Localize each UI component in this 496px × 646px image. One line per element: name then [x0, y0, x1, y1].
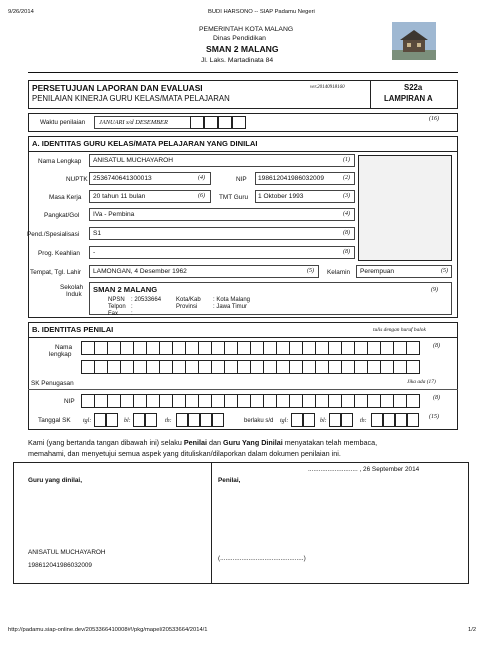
penilai-name-row-2-char-box[interactable] — [107, 360, 121, 374]
penilai-name-row-2-char-box[interactable] — [94, 360, 108, 374]
tgl-box-2[interactable] — [106, 413, 118, 427]
form-version: ver.20140918160 — [310, 85, 345, 90]
statement-mid: dan — [207, 438, 223, 447]
penilai-name-row-2-char-box[interactable] — [146, 360, 160, 374]
print-date: 9/26/2014 — [8, 9, 34, 15]
penilai-nip-char-box[interactable] — [328, 394, 342, 408]
penilai-name-row-2-char-box[interactable] — [367, 360, 381, 374]
penilai-name-row-1-char-box[interactable] — [81, 341, 95, 355]
bl-label: bl: — [124, 418, 131, 424]
penilai-name-row-1-char-box[interactable] — [120, 341, 134, 355]
th-box-4[interactable] — [212, 413, 224, 427]
penilai-nip-label: NIP — [64, 398, 75, 405]
telpon-label: Telpon — [108, 304, 126, 310]
penilai-name-row-1-char-box[interactable] — [198, 341, 212, 355]
telpon-value: : — [131, 304, 133, 310]
signature-right-label: Penilai, — [218, 477, 241, 484]
period-value: JANUARI s/d DESEMBER — [99, 119, 168, 126]
kelamin-label: Kelamin — [327, 269, 351, 276]
penilai-name-row-2-char-box[interactable] — [380, 360, 394, 374]
npsn-label: NPSN — [108, 297, 125, 303]
penilai-name-row-1-char-box[interactable] — [315, 341, 329, 355]
penilai-name-row-1-char-box[interactable] — [380, 341, 394, 355]
teacher-name-label: Nama Lengkap — [38, 158, 82, 165]
penilai-nip-char-box[interactable] — [224, 394, 238, 408]
header-divider — [370, 80, 371, 109]
print-url[interactable]: http://padamu.siap-online.dev/2053366410008#!/pkg/mapel/20533664/2014/1 — [8, 627, 208, 633]
pangkat-num: (4) — [343, 211, 350, 217]
statement-line-2: memahami, dan menyetujui semua aspek yang dituliskan/dilaporkan dalam dokumen penilaian ini. — [28, 449, 341, 458]
tmt-value: 1 Oktober 1993 — [258, 193, 304, 200]
penilai-nip-char-box[interactable] — [120, 394, 134, 408]
ttl-num: (5) — [307, 268, 314, 274]
th2-box-4[interactable] — [407, 413, 419, 427]
tmt-num: (3) — [343, 193, 350, 199]
penilai-name-row-2-char-box[interactable] — [211, 360, 225, 374]
penilai-name-row-1-char-box[interactable] — [185, 341, 199, 355]
signature-date: ............................ , 26 September 2014 — [308, 466, 420, 473]
penilai-name-row-1-char-box[interactable] — [133, 341, 147, 355]
kotakab-value: : Kota Malang — [213, 297, 251, 303]
penilai-nip-char-box[interactable] — [289, 394, 303, 408]
nuptk-value: 2536740641300013 — [93, 175, 152, 182]
penilai-nip-char-box[interactable] — [159, 394, 173, 408]
penilai-nip-char-box[interactable] — [172, 394, 186, 408]
penilai-name-row-2-char-box[interactable] — [224, 360, 238, 374]
penilai-nip-char-box[interactable] — [354, 394, 368, 408]
penilai-name-row-2-char-box[interactable] — [172, 360, 186, 374]
pendidikan-field[interactable] — [89, 227, 355, 240]
penilai-name-row-2-char-box[interactable] — [328, 360, 342, 374]
form-appendix: LAMPIRAN A — [384, 94, 433, 103]
penilai-nip-char-box[interactable] — [237, 394, 251, 408]
nuptk-label: NUPTK — [66, 176, 88, 183]
penilai-nip-char-box[interactable] — [198, 394, 212, 408]
bl2-box-1[interactable] — [329, 413, 341, 427]
school-building-logo — [392, 22, 436, 60]
penilai-nip-char-box[interactable] — [107, 394, 121, 408]
sk-penugasan-line — [28, 389, 458, 390]
ttl-value: LAMONGAN, 4 Desember 1962 — [93, 268, 187, 275]
teacher-name-value: ANISATUL MUCHAYAROH — [93, 157, 173, 164]
nip-value: 198612041986032009 — [258, 175, 325, 182]
ttl-label: Tempat, Tgl. Lahir — [30, 269, 82, 276]
statement-post: menyatakan telah membaca, — [282, 438, 378, 447]
nip-label: NIP — [236, 176, 247, 183]
th2-box-2[interactable] — [383, 413, 395, 427]
penilai-nip-num: (8) — [433, 395, 440, 401]
tgl-box-1[interactable] — [94, 413, 106, 427]
penilai-nip-char-box[interactable] — [250, 394, 264, 408]
th2-box-3[interactable] — [395, 413, 407, 427]
prog-keahlian-num: (8) — [343, 249, 350, 255]
penilai-name-row-2-char-box[interactable] — [263, 360, 277, 374]
penilai-nip-char-box[interactable] — [315, 394, 329, 408]
section-b-title: B. IDENTITAS PENILAI — [32, 325, 114, 334]
tgl-label: tgl: — [83, 418, 92, 424]
prog-keahlian-value: - — [93, 249, 96, 256]
section-a-title-line — [28, 151, 458, 152]
penilai-name-row-1-char-box[interactable] — [107, 341, 121, 355]
penilai-nip-char-box[interactable] — [406, 394, 420, 408]
penilai-nip-char-box[interactable] — [146, 394, 160, 408]
penilai-name-row-2-char-box[interactable] — [289, 360, 303, 374]
th2-box-1[interactable] — [371, 413, 383, 427]
penilai-name-row-2-char-box[interactable] — [302, 360, 316, 374]
penilai-name-row-2-char-box[interactable] — [354, 360, 368, 374]
penilai-name-row-1-char-box[interactable] — [393, 341, 407, 355]
letterhead-school: SMAN 2 MALANG — [206, 44, 279, 54]
penilai-name-num: (8) — [433, 343, 440, 349]
prog-keahlian-label: Prog. Keahlian — [38, 250, 80, 257]
penilai-name-row-1-char-box[interactable] — [94, 341, 108, 355]
penilai-nip-char-box[interactable] — [341, 394, 355, 408]
th-box-3[interactable] — [200, 413, 212, 427]
penilai-name-row-1-char-box[interactable] — [250, 341, 264, 355]
period-num: (16) — [429, 116, 439, 122]
pendidikan-label: Pend./Spesialisasi — [27, 231, 80, 238]
teacher-photo-placeholder — [358, 155, 452, 261]
sk-penugasan-label: SK Penugasan — [31, 380, 74, 387]
statement-pre: Kami (yang bertanda tangan dibawah ini) selaku — [28, 438, 184, 447]
signature-divider — [211, 462, 212, 584]
tgl2-label: tgl: — [280, 418, 289, 424]
period-box-3[interactable] — [218, 116, 232, 129]
provinsi-value: : Jawa Timur — [213, 304, 248, 310]
penilai-nip-char-box[interactable] — [276, 394, 290, 408]
kelamin-value: Perempuan — [360, 268, 395, 275]
tanggal-sk-num: (15) — [429, 414, 439, 420]
statement-guru: Guru Yang Dinilai — [223, 438, 283, 447]
form-code: S22a — [404, 83, 423, 92]
pangkat-label: Pangkat/Gol — [44, 212, 80, 219]
tgl2-box-1[interactable] — [291, 413, 303, 427]
penilai-nip-char-box[interactable] — [393, 394, 407, 408]
penilai-name-row-1-char-box[interactable] — [328, 341, 342, 355]
sekolah-num: (9) — [431, 287, 438, 293]
fax-label: Fax — [108, 311, 119, 317]
signature-penilai-name: (...............................................) — [218, 555, 306, 562]
form-title: PERSETUJUAN LAPORAN DAN EVALUASI — [32, 83, 203, 93]
penilai-name-row-2-char-box[interactable] — [341, 360, 355, 374]
tgl2-box-2[interactable] — [303, 413, 315, 427]
period-box-4[interactable] — [232, 116, 246, 129]
penilai-name-row-1-char-box[interactable] — [276, 341, 290, 355]
penilai-nip-char-box[interactable] — [263, 394, 277, 408]
penilai-name-row-2-char-box[interactable] — [393, 360, 407, 374]
th-label: th: — [165, 418, 172, 424]
penilai-nip-char-box[interactable] — [185, 394, 199, 408]
statement-line-1 — [28, 439, 377, 446]
nuptk-num: (4) — [198, 175, 205, 181]
letterhead-divider — [28, 72, 458, 73]
bl2-label: bl: — [320, 418, 327, 424]
penilai-name-row-1-char-box[interactable] — [367, 341, 381, 355]
section-a-title: A. IDENTITAS GURU KELAS/MATA PELAJARAN YANG DINILAI — [32, 139, 258, 148]
penilai-name-row-1-char-box[interactable] — [341, 341, 355, 355]
masa-kerja-num: (6) — [198, 193, 205, 199]
nip-num: (2) — [343, 175, 350, 181]
penilai-name-row-1-char-box[interactable] — [354, 341, 368, 355]
teacher-name-num: (1) — [343, 157, 350, 163]
bl-box-1[interactable] — [133, 413, 145, 427]
signature-teacher-nip: 198612041986032009 — [28, 562, 92, 569]
th-box-2[interactable] — [188, 413, 200, 427]
fax-value: : — [131, 311, 133, 317]
letterhead-address: Jl. Laks. Martadinata 84 — [201, 57, 274, 64]
th-box-1[interactable] — [176, 413, 188, 427]
period-box-2[interactable] — [204, 116, 218, 129]
masa-kerja-label: Masa Kerja — [49, 194, 82, 201]
penilai-name-row-1-char-box[interactable] — [172, 341, 186, 355]
penilai-name-row-2-char-box[interactable] — [276, 360, 290, 374]
form-subtitle: PENILAIAN KINERJA GURU KELAS/MATA PELAJARAN — [32, 94, 230, 103]
bl2-box-2[interactable] — [341, 413, 353, 427]
print-page-number: 1/2 — [468, 627, 477, 633]
tanggal-sk-label: Tanggal SK — [38, 417, 71, 424]
penilai-nip-char-box[interactable] — [94, 394, 108, 408]
penilai-name-row-1-char-box[interactable] — [224, 341, 238, 355]
provinsi-label: Provinsi — [176, 304, 198, 310]
statement-penilai: Penilai — [183, 438, 207, 447]
penilai-name-row-1-char-box[interactable] — [159, 341, 173, 355]
print-title: BUDI HARSONO -- SIAP Padamu Negeri — [208, 9, 315, 15]
penilai-nip-char-box[interactable] — [133, 394, 147, 408]
penilai-name-row-1-char-box[interactable] — [263, 341, 277, 355]
penilai-name-label-1: Nama — [55, 344, 73, 351]
sk-penugasan-hint: Jika ada (17) — [407, 379, 436, 385]
signature-left-label: Guru yang dinilai, — [28, 477, 82, 484]
sekolah-value: SMAN 2 MALANG — [93, 285, 158, 294]
penilai-name-label-2: lengkap — [49, 351, 72, 358]
penilai-name-row-2-char-box[interactable] — [406, 360, 420, 374]
penilai-name-row-1-char-box[interactable] — [289, 341, 303, 355]
period-label: Waktu penilaian — [40, 119, 86, 126]
tmt-label: TMT Guru — [219, 194, 248, 201]
penilai-name-row-2-char-box[interactable] — [198, 360, 212, 374]
letterhead-department: Dinas Pendidikan — [213, 35, 266, 42]
penilai-nip-char-box[interactable] — [302, 394, 316, 408]
penilai-name-row-2-char-box[interactable] — [237, 360, 251, 374]
masa-kerja-value: 20 tahun 11 bulan — [93, 193, 146, 200]
npsn-value: : 20533664 — [131, 297, 162, 303]
section-b-hint: tulis dengan huruf balok — [373, 327, 426, 333]
pendidikan-num: (8) — [343, 230, 350, 236]
penilai-name-row-2-char-box[interactable] — [120, 360, 134, 374]
penilai-name-row-1-char-box[interactable] — [406, 341, 420, 355]
bl-box-2[interactable] — [145, 413, 157, 427]
penilai-name-row-2-char-box[interactable] — [250, 360, 264, 374]
pendidikan-value: S1 — [93, 230, 102, 237]
penilai-nip-char-box[interactable] — [81, 394, 95, 408]
penilai-name-row-1-char-box[interactable] — [211, 341, 225, 355]
kelamin-num: (5) — [441, 268, 448, 274]
pangkat-value: IVa - Pembina — [93, 211, 135, 218]
berlaku-label: berlaku s/d — [244, 418, 274, 424]
penilai-name-row-2-char-box[interactable] — [133, 360, 147, 374]
period-box-1[interactable] — [190, 116, 204, 129]
penilai-nip-char-box[interactable] — [211, 394, 225, 408]
penilai-name-row-2-char-box[interactable] — [81, 360, 95, 374]
penilai-name-row-2-char-box[interactable] — [185, 360, 199, 374]
kotakab-label: Kota/Kab — [176, 297, 201, 303]
penilai-nip-char-box[interactable] — [367, 394, 381, 408]
penilai-name-row-2-char-box[interactable] — [159, 360, 173, 374]
sekolah-label: Sekolah — [60, 284, 84, 291]
th2-label: th: — [360, 418, 367, 424]
prog-keahlian-field[interactable] — [89, 246, 355, 259]
signature-teacher-name: ANISATUL MUCHAYAROH — [28, 549, 106, 556]
penilai-nip-char-box[interactable] — [380, 394, 394, 408]
induk-label: Induk — [66, 291, 82, 298]
letterhead-government: PEMERINTAH KOTA MALANG — [199, 26, 294, 33]
penilai-name-row-2-char-box[interactable] — [315, 360, 329, 374]
penilai-name-row-1-char-box[interactable] — [237, 341, 251, 355]
penilai-name-row-1-char-box[interactable] — [302, 341, 316, 355]
section-b-title-line — [28, 337, 458, 338]
penilai-name-row-1-char-box[interactable] — [146, 341, 160, 355]
